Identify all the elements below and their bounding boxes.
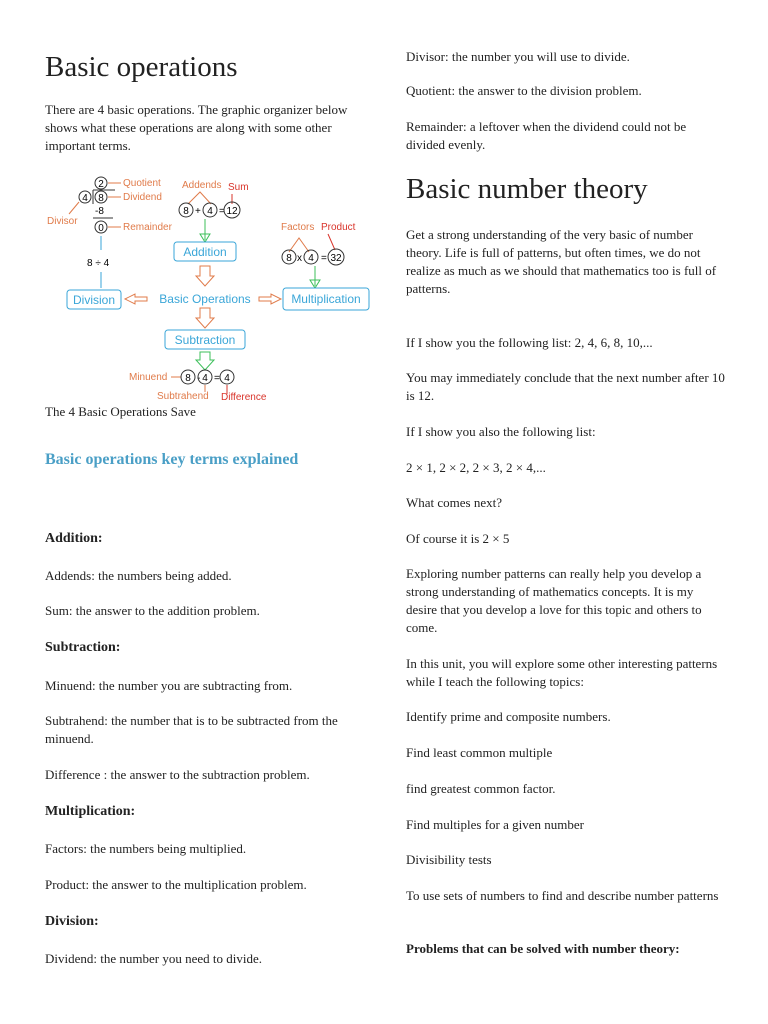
- remainder-label: Remainder: [123, 222, 172, 233]
- multiplication-example: [281, 222, 356, 288]
- product-definition: Product: the answer to the multiplication problem.: [45, 877, 307, 892]
- number-theory-intro: Get a strong understanding of the very basic of number theory. Life is full of patterns, but often times, we do not realize as much as we should that mathematics too is full of patterns.: [406, 227, 717, 296]
- minuend-label: Minuend: [129, 372, 168, 383]
- mul-times: x: [297, 253, 302, 264]
- subtrahend-definition: Subtrahend: the number that is to be subtracted from the minuend.: [45, 713, 338, 746]
- difference-definition: Difference : the answer to the subtraction problem.: [45, 767, 310, 782]
- sub-subtrahend-value: 4: [202, 373, 208, 384]
- exploring-paragraph: Exploring number patterns can really help you develop a strong understanding of mathematics concepts. It is my desire that you develop a love for this topic and others to come.: [406, 566, 702, 635]
- dividend-label: Dividend: [123, 192, 162, 203]
- div-remainder-value: 0: [98, 223, 104, 234]
- list-two-intro: If I show you also the following list:: [406, 424, 596, 439]
- minuend-definition: Minuend: the number you are subtracting from.: [45, 678, 293, 693]
- conclude-paragraph: You may immediately conclude that the next number after 10 is 12.: [406, 370, 725, 403]
- list-two: 2 × 1, 2 × 2, 2 × 3, 2 × 4,...: [406, 460, 546, 475]
- division-box: Division: [72, 293, 116, 307]
- mul-product-value: 32: [330, 253, 342, 264]
- intro-paragraph: There are 4 basic operations. The graphic organizer below shows what these operations are along with some other important terms.: [45, 102, 348, 153]
- what-next: What comes next?: [406, 495, 503, 510]
- sub-difference-value: 4: [224, 373, 230, 384]
- dividend-definition: Dividend: the number you need to divide.: [45, 951, 262, 966]
- add-equals: =: [219, 206, 225, 217]
- addition-box: Addition: [183, 245, 227, 259]
- list-one: If I show you the following list: 2, 4, 6, 8, 10,...: [406, 335, 653, 350]
- factors-label: Factors: [281, 222, 315, 233]
- subtraction-heading: Subtraction:: [45, 640, 121, 655]
- div-quotient-value: 2: [98, 179, 104, 190]
- unit-paragraph: In this unit, you will explore some other interesting patterns while I teach the following topics:: [406, 656, 718, 689]
- addition-example: [174, 180, 249, 286]
- multiplication-box: Multiplication: [291, 292, 361, 306]
- topic-item: Find least common multiple: [406, 745, 553, 760]
- div-minus-value: -8: [95, 206, 104, 217]
- subtraction-box: Subtraction: [174, 333, 236, 347]
- multiplication-heading: Multiplication:: [45, 804, 136, 819]
- div-divisor-value: 4: [82, 193, 88, 204]
- remainder-definition: Remainder: a leftover when the dividend could not be divided evenly.: [406, 119, 687, 152]
- problems-heading: Problems that can be solved with number theory:: [406, 941, 680, 956]
- addition-heading: Addition:: [45, 531, 103, 546]
- sub-minuend-value: 8: [185, 373, 191, 384]
- basic-operations-diagram: [45, 170, 375, 406]
- topic-item: Divisibility tests: [406, 852, 492, 867]
- addends-label: Addends: [182, 180, 222, 191]
- add-addend-b: 4: [207, 206, 213, 217]
- subtrahend-label: Subtrahend: [157, 391, 209, 402]
- division-heading: Division:: [45, 914, 99, 929]
- subtraction-example: [129, 308, 267, 403]
- diagram-caption: The 4 Basic Operations Save: [45, 404, 196, 419]
- central-row: [67, 288, 369, 310]
- answer: Of course it is 2 × 5: [406, 531, 510, 546]
- mul-factor-a: 8: [286, 253, 292, 264]
- divisor-definition: Divisor: the number you will use to divide.: [406, 49, 630, 64]
- add-sum-value: 12: [226, 206, 238, 217]
- sum-definition: Sum: the answer to the addition problem.: [45, 603, 260, 618]
- quotient-label: Quotient: [123, 178, 161, 189]
- page-title: Basic operations: [45, 51, 238, 83]
- divisor-label: Divisor: [47, 216, 78, 227]
- sub-equals: =: [214, 373, 220, 384]
- add-plus: +: [195, 206, 201, 217]
- key-terms-heading: Basic operations key terms explained: [45, 451, 299, 468]
- topic-item: To use sets of numbers to find and describe number patterns: [406, 888, 719, 903]
- add-addend-a: 8: [183, 206, 189, 217]
- addends-definition: Addends: the numbers being added.: [45, 568, 232, 583]
- factors-definition: Factors: the numbers being multiplied.: [45, 841, 247, 856]
- center-label: Basic Operations: [159, 292, 251, 306]
- quotient-definition: Quotient: the answer to the division problem.: [406, 83, 642, 98]
- topic-item: find greatest common factor.: [406, 781, 556, 796]
- sub-minus: -: [197, 373, 201, 384]
- division-example: [47, 177, 173, 288]
- topic-item: Identify prime and composite numbers.: [406, 709, 611, 724]
- div-dividend-value: 8: [98, 193, 104, 204]
- mul-factor-b: 4: [308, 253, 314, 264]
- mul-equals: =: [321, 253, 327, 264]
- difference-label: Difference: [221, 392, 267, 403]
- number-theory-title: Basic number theory: [406, 173, 648, 205]
- topic-item: Find multiples for a given number: [406, 817, 585, 832]
- product-label: Product: [321, 222, 356, 233]
- div-expression: 8 ÷ 4: [87, 258, 110, 269]
- sum-label: Sum: [228, 182, 249, 193]
